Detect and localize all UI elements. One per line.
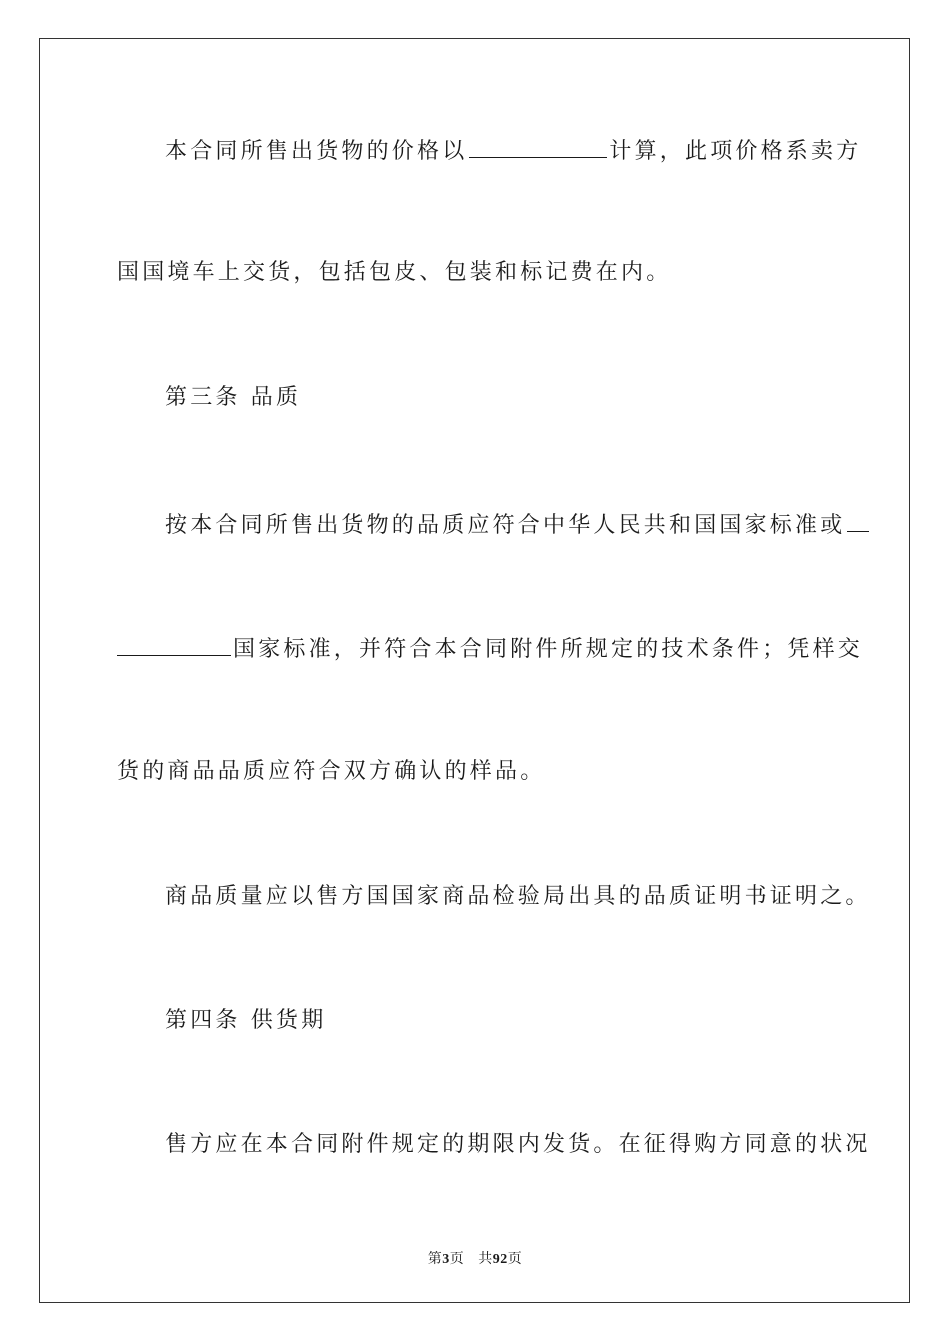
inspection-paragraph: 商品质量应以售方国国家商品检验局出具的品质证明书证明之。: [165, 884, 871, 909]
text-segment: 本合同所售出货物的价格以: [165, 139, 468, 164]
fill-blank-standard-b[interactable]: [117, 633, 231, 656]
section-heading-quality: 第三条 品质: [165, 385, 302, 410]
text-segment: 计算，此项价格系卖方: [609, 139, 862, 164]
page-frame: [39, 38, 910, 1303]
footer-page-prefix: 第: [427, 1251, 443, 1267]
text-segment: 国家标准，并符合本合同附件所规定的技术条件；凭样交: [233, 637, 864, 662]
price-paragraph-line-1: [165, 135, 862, 167]
price-paragraph-line-2: 国国境车上交货，包括包皮、包装和标记费在内。: [117, 260, 672, 285]
quality-paragraph-line-3: 货的商品品质应符合双方确认的样品。: [117, 759, 546, 784]
fill-blank-standard-a[interactable]: [847, 509, 869, 532]
footer-total-pages: 92: [492, 1252, 508, 1267]
footer-page-suffix: 页: [449, 1251, 465, 1267]
section-heading-delivery: 第四条 供货期: [165, 1008, 327, 1033]
quality-paragraph-line-1: [165, 509, 846, 541]
footer-total-suffix: 页: [507, 1251, 523, 1267]
page-footer: [0, 1248, 950, 1268]
text-segment: 按本合同所售出货物的品质应符合中华人民共和国国家标准或: [165, 513, 846, 538]
quality-paragraph-line-2: [117, 633, 864, 665]
footer-total-prefix: 共: [478, 1251, 493, 1267]
fill-blank-price[interactable]: [469, 135, 607, 158]
delivery-paragraph-line-1: 售方应在本合同附件规定的期限内发货。在征得购方同意的状况: [165, 1132, 871, 1157]
footer-page-number: 3: [442, 1252, 450, 1267]
